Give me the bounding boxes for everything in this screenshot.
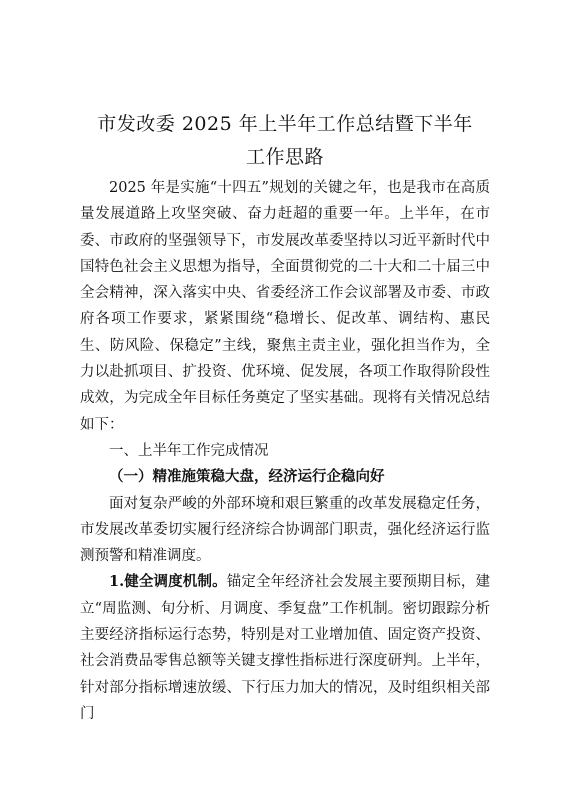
section-heading: 一、上半年工作完成情况 [109,442,269,459]
title-line-1: 市发改委 2025 年上半年工作总结暨下半年 [97,113,473,135]
item-lead: 1.健全调度机制。 [109,573,227,591]
document-title [80,108,490,174]
item-paragraph [80,569,490,727]
subsection-heading: （一）精准施策稳大盘，经济运行企稳向好 [109,468,385,486]
title-line-2: 工作思路 [245,146,324,168]
subsection-body-paragraph: 面对复杂严峻的外部环境和艰巨繁重的改革发展稳定任务，市发展改革委切实履行经济综合协调部门职责，强化经济运行监测预警和精准调度。 [80,495,490,565]
intro-paragraph: 2025 年是实施“十四五”规划的关键之年，也是我市在高质量发展道路上攻坚突破、奋力赶超的重要一年。上半年，在市委、市政府的坚强领导下，市发展改革委坚持以习近平新时代中国特色社会主义思想为指导，全面贯彻党的二十大和二十届三中全会精神，深入落实中央、省委经济工作会议部署及市委、市政府各项工作要求，紧紧围绕“稳增长、促改革、调结构、惠民生、防风险、保稳定”主线，聚焦主责主业，强化担当作为，全力以赴抓项目、扩投资、优环境、促发展，各项工作取得阶段性成效，为完成全年目标任务奠定了坚实基础。现将有关情况总结如下： [80,180,490,433]
item-body: 锚定全年经济社会发展主要预期目标，建立“周监测、旬分析、月调度、季复盘”工作机制。密切跟踪分析主要经济指标运行态势，特别是对工业增加值、固定资产投资、社会消费品零售总额等关键支撑性指标进行深度研判。上半年，针对部分指标增速放缓、下行压力加大的情况，及时组织相关部门 [80,574,491,722]
